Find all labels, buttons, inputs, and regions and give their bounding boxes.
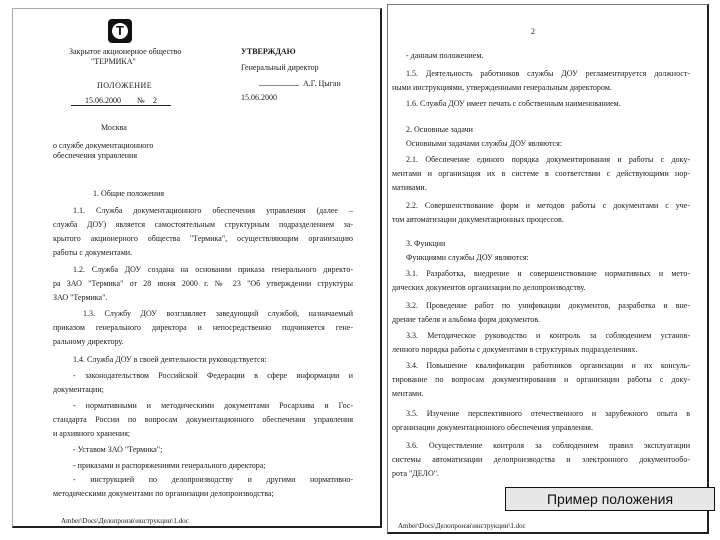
text-line: - данным положением.	[406, 51, 484, 60]
document-number: 2	[153, 96, 157, 105]
text-line: том автоматизации документационных процессов.	[392, 215, 564, 224]
document-date: 15.06.2000	[85, 96, 121, 105]
text-line: 1. Общие положения	[93, 189, 165, 198]
text-line: Функциями службы ДОУ являются:	[406, 253, 529, 262]
text-line: 1.3. Службу ДОУ возглавляет заведующий службой, назначаемый	[83, 309, 353, 318]
text-line: рота "ДЕЛО".	[392, 469, 440, 478]
text-line: стандарта России по вопросам документационного обеспечения управления	[53, 415, 353, 424]
text-line: ментами и организация их в системе в соответствии с действующими нор-	[392, 169, 690, 178]
number-label: №	[137, 96, 145, 105]
approve-title: УТВЕРЖДАЮ	[241, 47, 296, 56]
city: Москва	[101, 123, 127, 132]
text-line: 1.6. Служба ДОУ имеет печать с собственным наименованием.	[406, 99, 621, 108]
caption-label: Пример положения	[505, 487, 715, 511]
text-line: служба ДОУ) является самостоятельным структурным подразделением за-	[53, 220, 353, 229]
text-line: 3.3. Методическое руководство и контроль за соблюдением установ-	[406, 331, 690, 340]
text-line: - Уставом ЗАО "Термика";	[73, 445, 163, 454]
text-line: тирование по вопросам документирования и организации работы с доку-	[392, 375, 690, 384]
subject-line-2: обеспечения управления	[53, 151, 138, 160]
text-line: крытого акционерного общества "Термика", осуществляющим организацию	[53, 234, 353, 243]
text-line: ральному директору.	[53, 337, 124, 346]
text-line: и архивного хранения;	[53, 429, 131, 438]
text-line: документации;	[53, 385, 104, 394]
text-line: - приказами и распоряжениями генерального директора;	[73, 461, 266, 470]
text-line: организации документационного обеспечения управления.	[392, 423, 593, 432]
subject-line-1: о службе документационного	[53, 141, 154, 150]
text-line: - инструкцией по делопроизводству и другими нормативно-	[73, 475, 353, 484]
company-name-line1: Закрытое акционерное общество	[69, 47, 182, 56]
text-line: дических документов организации по делопроизводству.	[392, 283, 586, 292]
page1-footer: Amber\Docs\Делопроизв\инструкции\1.doc	[61, 517, 189, 525]
text-line: 3.2. Проведение работ по унификации документов, разработка и вне-	[406, 301, 690, 310]
text-line: 1.5. Деятельность работников службы ДОУ регламентируется должност-	[406, 69, 690, 78]
text-line: 3. Функции	[406, 239, 446, 248]
text-line: ра ЗАО "Термика" от 28 июня 2000 г. № 23 "Об утверждении структуры	[53, 279, 353, 288]
company-logo-icon: Т	[108, 19, 132, 43]
text-line: ментами.	[392, 389, 424, 398]
text-line: 2.2. Совершенствование форм и методов работы с документами с уче-	[406, 201, 690, 210]
approve-name: А.Г. Цыган	[303, 79, 341, 88]
approve-position: Генеральный директор	[241, 63, 319, 72]
company-name-line2: "ТЕРМИКА"	[91, 57, 136, 66]
text-line: методическими документами по организации делопроизводства;	[53, 489, 274, 498]
text-line: 1.1. Служба документационного обеспечения управления (далее –	[73, 206, 353, 215]
approve-date: 15.06.2000	[241, 93, 277, 102]
text-line: 1.4. Служба ДОУ в своей деятельности руководствуется:	[73, 355, 267, 364]
text-line: - законодательством Российской Федерации в сфере информации и	[73, 371, 353, 380]
text-line: 3.1. Разработка, внедрение и совершенствование нормативных и мето-	[406, 269, 690, 278]
text-line: ными инструкциями, утвержденными генеральным директором.	[392, 83, 612, 92]
page2-footer: Amber\Docs\Делопроизв\инструкции\1.doc	[398, 522, 526, 530]
text-line: Основными задачами службы ДОУ являются:	[406, 139, 563, 148]
text-line: работы с документами.	[53, 248, 133, 257]
text-line: 2. Основные задачи	[406, 125, 473, 134]
text-line: 2.1. Обеспечение единого порядка документирования и работы с доку-	[406, 155, 690, 164]
text-line: - нормативными и методическими документами Росархива и Гос-	[73, 401, 353, 410]
text-line: мативами.	[392, 183, 427, 192]
document-page-1	[12, 8, 382, 528]
text-line: дрение табеля и альбома форм документов.	[392, 315, 541, 324]
document-type: ПОЛОЖЕНИЕ	[97, 81, 153, 90]
document-page-2	[387, 4, 709, 534]
page-number: 2	[531, 27, 535, 36]
text-line: ЗАО "Термика".	[53, 293, 108, 302]
text-line: 3.6. Осуществление контроля за соблюдением правил эксплуатации	[406, 441, 690, 450]
text-line: 3.5. Изучение перспективного отечественного и зарубежного опыта в	[406, 409, 690, 418]
text-line: 3.4. Повышение квалификации работников организации и их консуль-	[406, 361, 690, 370]
text-line: ленного порядка работы с документами в структурных подразделениях.	[392, 345, 638, 354]
text-line: приказом генерального директора и непосредственно подчиняется гене-	[53, 323, 353, 332]
text-line: 1.2. Служба ДОУ создана на основании приказа генерального директо-	[73, 265, 353, 274]
text-line: системы автоматизации делопроизводства и электронного документообо-	[392, 455, 690, 464]
